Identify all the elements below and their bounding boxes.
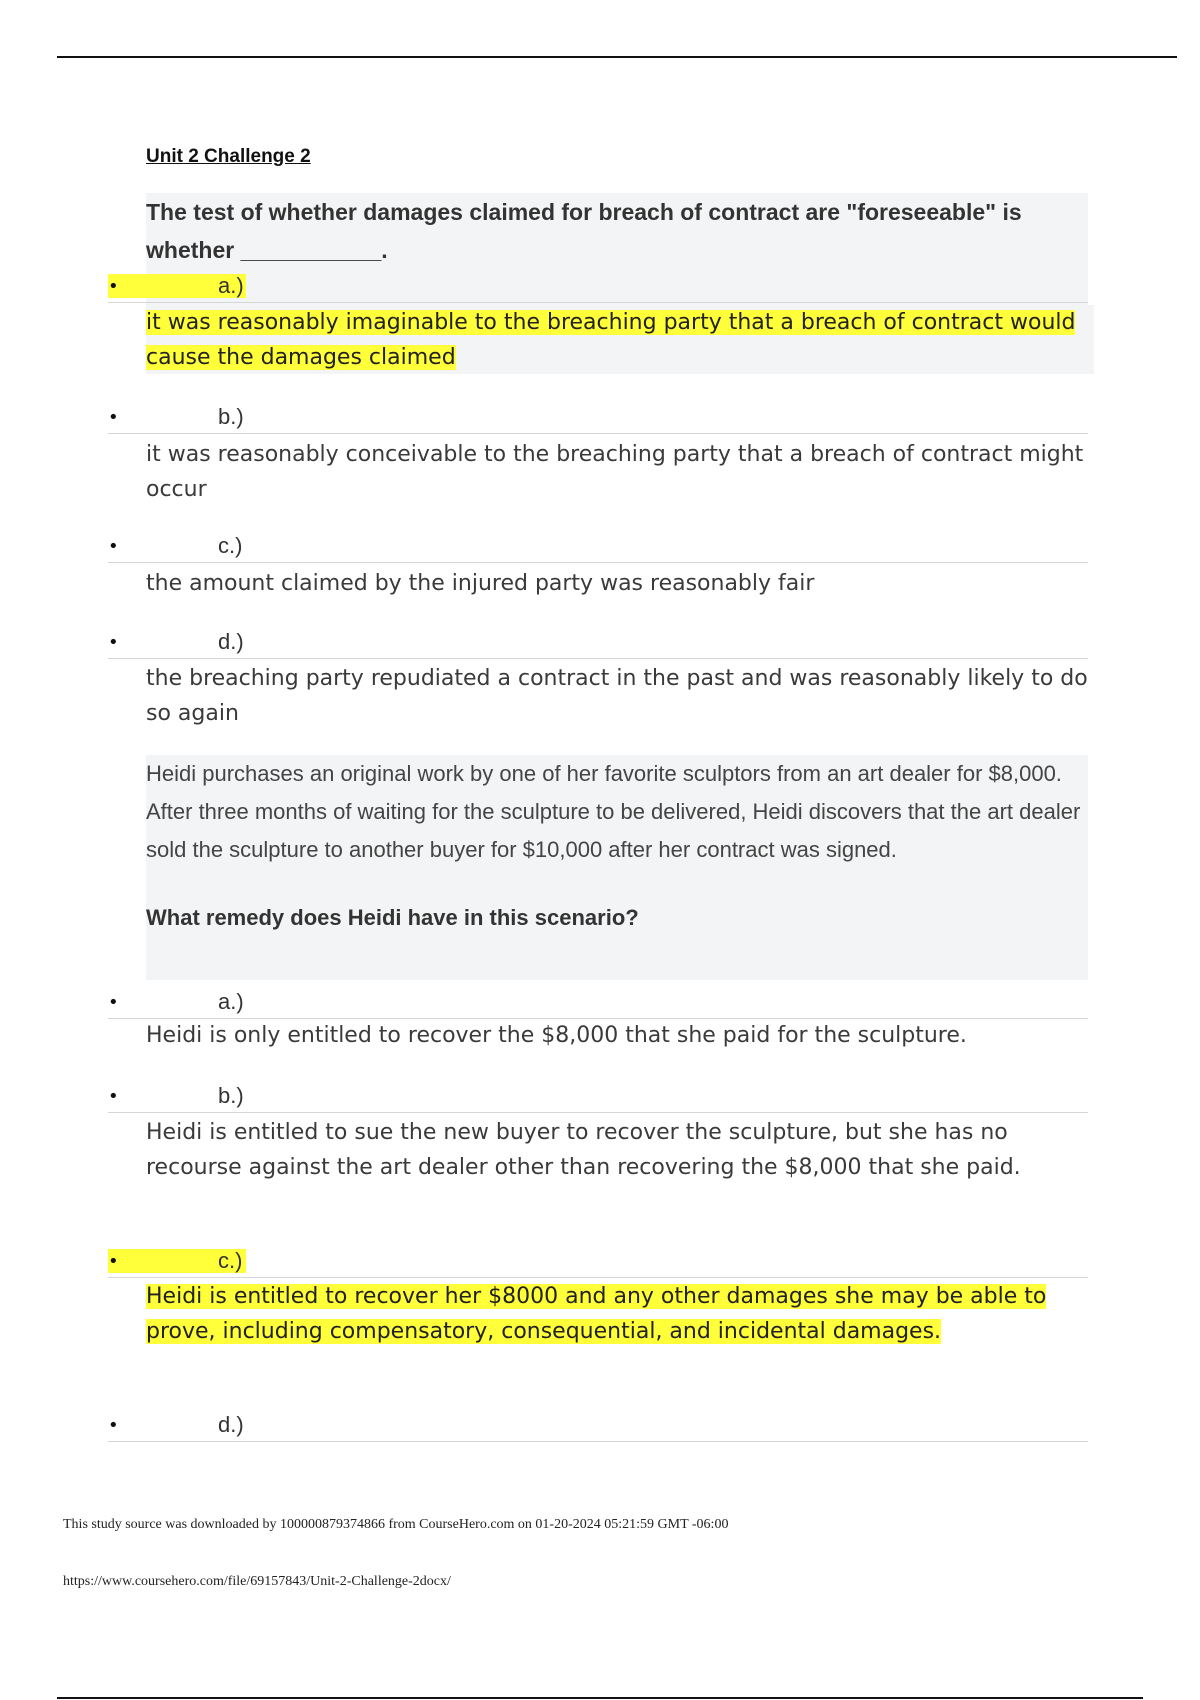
source-url[interactable]: https://www.coursehero.com/file/69157843/Unit-2-Challenge-2docx/ (63, 1574, 451, 1589)
question-2-block (146, 755, 1088, 980)
top-rule (57, 56, 1177, 58)
q2-option-c-text[interactable] (146, 1279, 1076, 1349)
q2-option-a-row[interactable] (108, 988, 1088, 1019)
q2-option-d-letter: d.) (218, 1412, 244, 1437)
q1-option-d-row[interactable] (108, 628, 1088, 659)
q2-option-c-answer: Heidi is entitled to recover her $8000 and any other damages she may be able to prove, including compensatory, consequential, and incidental damages. (146, 1284, 1047, 1344)
bullet-icon: • (108, 1415, 119, 1436)
q1-option-a-answer: it was reasonably imaginable to the breaching party that a breach of contract would cause the damages claimed (146, 310, 1076, 370)
bullet-icon: • (108, 407, 119, 428)
q1-option-b-text[interactable]: it was reasonably conceivable to the breaching party that a breach of contract might occur (146, 442, 1084, 502)
question-2-prompt: What remedy does Heidi have in this scenario? (146, 905, 639, 930)
bullet-icon: • (108, 632, 119, 653)
q2-option-b-row[interactable] (108, 1082, 1088, 1113)
q1-option-d-text[interactable]: the breaching party repudiated a contract in the past and was reasonably likely to do so again (146, 666, 1088, 726)
q2-option-c-row[interactable] (108, 1247, 1088, 1278)
q2-option-b-letter: b.) (218, 1083, 244, 1108)
q2-option-c-letter: c.) (218, 1248, 243, 1273)
q2-option-a-letter: a.) (218, 989, 244, 1014)
q1-option-b-row[interactable] (108, 403, 1088, 434)
q2-option-a-text[interactable]: Heidi is only entitled to recover the $8,000 that she paid for the sculpture. (146, 1023, 967, 1048)
q1-option-c-row[interactable] (108, 532, 1088, 563)
question-2-scenario: Heidi purchases an original work by one of her favorite sculptors from an art dealer for $8,000. After three months of waiting for the sculpture to be delivered, Heidi discovers that the art dealer sold the sculpture to another buyer for $10,000 after her contract was signed. (146, 761, 1081, 862)
q1-option-a-row[interactable] (108, 272, 1088, 303)
q1-option-a-text[interactable] (146, 305, 1094, 374)
question-1-stem: The test of whether damages claimed for breach of contract are "foreseeable" is whether ___________. (146, 199, 1022, 263)
bullet-icon: • (108, 992, 119, 1013)
bullet-icon: • (108, 1086, 119, 1107)
q1-option-b-letter: b.) (218, 404, 244, 429)
bullet-icon: • (108, 276, 119, 297)
bullet-icon: • (108, 1251, 119, 1272)
q1-option-a-letter: a.) (218, 273, 244, 298)
download-note: This study source was downloaded by 100000879374866 from CourseHero.com on 01-20-2024 05:21:59 GMT -06:00 (63, 1517, 729, 1532)
bullet-icon: • (108, 536, 119, 557)
q2-option-d-row[interactable] (108, 1411, 1088, 1442)
q1-option-d-letter: d.) (218, 629, 244, 654)
q1-option-c-letter: c.) (218, 533, 243, 558)
q2-option-b-text[interactable]: Heidi is entitled to sue the new buyer to recover the sculpture, but she has no recourse against the art dealer other than recovering the $8,000 that she paid. (146, 1120, 1021, 1180)
page-title: Unit 2 Challenge 2 (146, 146, 311, 167)
q1-option-c-text[interactable]: the amount claimed by the injured party was reasonably fair (146, 571, 815, 596)
bottom-rule (57, 1697, 1143, 1699)
